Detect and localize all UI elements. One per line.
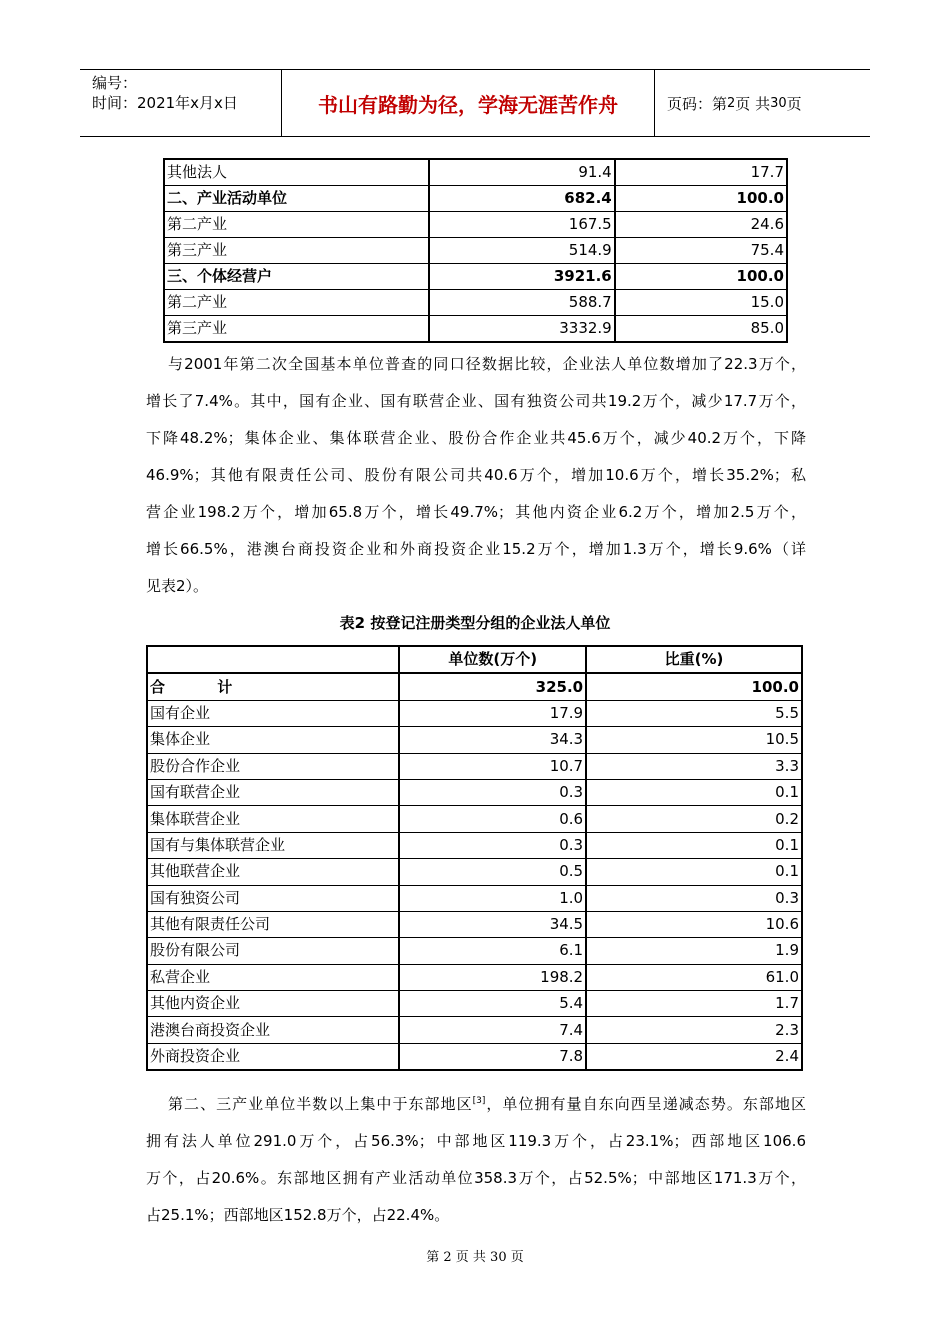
- page-footer: 第 2 页 共 30 页: [426, 1250, 524, 1265]
- page-label-a: 页码：第: [667, 94, 728, 113]
- paragraph-line: 46.9%；其他有限责任公司、股份有限公司共40.6万个，增加10.6万个，增长35.2%；私: [146, 466, 806, 484]
- header-motto: 书山有路勤为径，学海无涯苦作舟: [282, 70, 655, 136]
- table-row: [147, 700, 802, 726]
- row-value-count: 5.4: [399, 991, 586, 1017]
- code-label: 编号：: [92, 74, 138, 92]
- row-value-share: 3.3: [586, 753, 802, 779]
- paragraph-line: 拥有法人单位291.0万个，占56.3%；中部地区119.3万个，占23.1%；西部地区106.6: [146, 1132, 806, 1150]
- paragraph-line: 见表2）。: [146, 577, 209, 595]
- row-value-share: 2.4: [586, 1043, 802, 1070]
- table-row: [164, 290, 787, 316]
- row-value-count: 167.5: [429, 212, 615, 238]
- table-row: [147, 911, 802, 937]
- paragraph-line: 下降48.2%；集体企业、集体联营企业、股份合作企业共45.6万个，减少40.2万个，下降: [146, 429, 806, 447]
- row-label: 其他联营企业: [147, 859, 399, 885]
- row-value-share: 100.0: [615, 186, 787, 212]
- row-value-share: 17.7: [615, 159, 787, 186]
- table-row: [147, 753, 802, 779]
- row-label: 集体企业: [147, 727, 399, 753]
- table-row: [147, 938, 802, 964]
- header-blank: [147, 646, 399, 673]
- row-label: 第二产业: [164, 212, 429, 238]
- row-value-share: 24.6: [615, 212, 787, 238]
- table-row: [147, 991, 802, 1017]
- paragraph-line: 增长了7.4%。其中，国有企业、国有联营企业、国有独资公司共19.2万个，减少17.7万个，: [146, 392, 806, 410]
- table-continued: [163, 158, 788, 343]
- row-value-count: 3921.6: [429, 264, 615, 290]
- row-value-share: 0.1: [586, 779, 802, 805]
- row-value-share: 1.7: [586, 991, 802, 1017]
- row-value-count: 91.4: [429, 159, 615, 186]
- paragraph-line: 万个，占20.6%。东部地区拥有产业活动单位358.3万个，占52.5%；中部地区171.3万个，: [146, 1169, 806, 1187]
- row-value-count: 0.3: [399, 832, 586, 858]
- row-value-share: 100.0: [615, 264, 787, 290]
- row-label: 集体联营企业: [147, 806, 399, 832]
- time-label: 时间：2021年x月x日: [92, 94, 238, 112]
- row-value-count: 34.3: [399, 727, 586, 753]
- table-row: [164, 159, 787, 186]
- row-value-count: 588.7: [429, 290, 615, 316]
- row-label: 国有联营企业: [147, 779, 399, 805]
- header-meta: [80, 70, 282, 136]
- paragraph-line: 增长66.5%，港澳台商投资企业和外商投资企业15.2万个，增加1.3万个，增长9.6%（详: [146, 540, 806, 558]
- paragraph-comparison: [146, 346, 806, 605]
- row-value-share: 10.6: [586, 911, 802, 937]
- row-value-count: 1.0: [399, 885, 586, 911]
- row-value-share: 0.2: [586, 806, 802, 832]
- paragraph-line: 营企业198.2万个，增加65.8万个，增长49.7%；其他内资企业6.2万个，增加2.5万个，: [146, 503, 806, 521]
- page-label-c: 页: [786, 94, 802, 113]
- row-value-count: 0.5: [399, 859, 586, 885]
- row-value-count: 3332.9: [429, 316, 615, 343]
- column-header-share: 比重(%): [586, 646, 802, 673]
- row-label: 外商投资企业: [147, 1043, 399, 1070]
- row-value-count: 325.0: [399, 673, 586, 700]
- table-row: [147, 832, 802, 858]
- table-row: [164, 186, 787, 212]
- row-value-share: 75.4: [615, 238, 787, 264]
- table-row: [147, 779, 802, 805]
- row-label: 第二产业: [164, 290, 429, 316]
- page-header: [80, 69, 870, 137]
- row-label: 合 计: [147, 673, 399, 700]
- row-label: 三、个体经营户: [164, 264, 429, 290]
- row-value-count: 7.4: [399, 1017, 586, 1043]
- row-label: 私营企业: [147, 964, 399, 990]
- row-label: 其他法人: [164, 159, 429, 186]
- page-total: 30: [770, 95, 787, 111]
- row-value-share: 1.9: [586, 938, 802, 964]
- table-row: [147, 806, 802, 832]
- header-page-info: [655, 70, 870, 136]
- row-value-share: 0.1: [586, 832, 802, 858]
- table-row: [147, 727, 802, 753]
- row-value-count: 0.3: [399, 779, 586, 805]
- row-value-count: 198.2: [399, 964, 586, 990]
- table-row: [164, 238, 787, 264]
- row-value-share: 15.0: [615, 290, 787, 316]
- table-row: [147, 859, 802, 885]
- row-label: 第三产业: [164, 316, 429, 343]
- row-label: 港澳台商投资企业: [147, 1017, 399, 1043]
- text-segment: 第二、三产业单位半数以上集中于东部地区: [168, 1095, 473, 1113]
- row-label: 其他有限责任公司: [147, 911, 399, 937]
- paragraph-line: 占25.1%；西部地区152.8万个，占22.4%。: [146, 1206, 450, 1224]
- table2-title: 表2 按登记注册类型分组的企业法人单位: [339, 614, 611, 632]
- table-row-total: [147, 673, 802, 700]
- row-label: 国有与集体联营企业: [147, 832, 399, 858]
- table-row: [147, 964, 802, 990]
- row-value-count: 7.8: [399, 1043, 586, 1070]
- row-value-count: 0.6: [399, 806, 586, 832]
- row-value-share: 85.0: [615, 316, 787, 343]
- row-label: 股份合作企业: [147, 753, 399, 779]
- column-header-count: 单位数(万个): [399, 646, 586, 673]
- table2-enterprise-by-registration: [146, 645, 803, 1071]
- table-row: [164, 212, 787, 238]
- table-row: [164, 264, 787, 290]
- row-label: 国有企业: [147, 700, 399, 726]
- row-value-count: 6.1: [399, 938, 586, 964]
- row-label: 第三产业: [164, 238, 429, 264]
- table-row: [147, 1043, 802, 1070]
- table-header-row: [147, 646, 802, 673]
- row-value-count: 34.5: [399, 911, 586, 937]
- table-row: [164, 316, 787, 343]
- row-value-share: 2.3: [586, 1017, 802, 1043]
- row-label: 二、产业活动单位: [164, 186, 429, 212]
- text-segment: ，单位拥有量自东向西呈递减态势。东部地区: [485, 1095, 806, 1113]
- paragraph-line: 与2001年第二次全国基本单位普查的同口径数据比较，企业法人单位数增加了22.3万个，: [168, 355, 806, 373]
- row-value-share: 0.1: [586, 859, 802, 885]
- paragraph-line: [146, 1083, 806, 1123]
- table-row: [147, 1017, 802, 1043]
- row-label: 其他内资企业: [147, 991, 399, 1017]
- page-label-b: 页 共: [735, 94, 771, 113]
- row-value-count: 10.7: [399, 753, 586, 779]
- paragraph-regional: [146, 1083, 806, 1234]
- row-value-share: 5.5: [586, 700, 802, 726]
- footnote-ref[interactable]: [3]: [472, 1096, 486, 1106]
- row-value-share: 100.0: [586, 673, 802, 700]
- row-value-share: 10.5: [586, 727, 802, 753]
- row-value-count: 17.9: [399, 700, 586, 726]
- row-label: 股份有限公司: [147, 938, 399, 964]
- page-number: 2: [727, 95, 736, 111]
- row-value-count: 514.9: [429, 238, 615, 264]
- row-value-share: 0.3: [586, 885, 802, 911]
- row-value-share: 61.0: [586, 964, 802, 990]
- row-value-count: 682.4: [429, 186, 615, 212]
- row-label: 国有独资公司: [147, 885, 399, 911]
- table-row: [147, 885, 802, 911]
